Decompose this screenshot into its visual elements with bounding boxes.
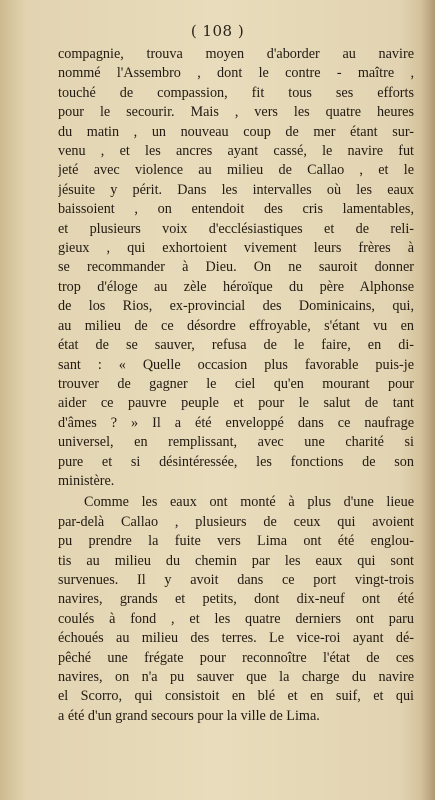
text-line: se recommander à Dieu. On ne sauroit donner	[58, 259, 414, 276]
text-line: Comme les eaux ont monté à plus d'une lieue	[84, 494, 414, 511]
text-line: navires, grands et petits, dont dix-neuf ont été	[58, 591, 414, 608]
text-line: pure et si désintéressée, les fonctions de son	[58, 453, 414, 470]
text-line: du matin , un nouveau coup de mer étant sur-	[58, 123, 414, 140]
page-edge-shadow	[421, 0, 435, 800]
text-line: el Scorro, qui consistoit en blé et en suif, et qui	[58, 688, 414, 705]
text-line: échoués au milieu des terres. Le vice-roi ayant dé-	[58, 630, 414, 647]
paragraph-1	[58, 45, 414, 491]
text-line: coulés à fond , et les quatre derniers ont paru	[58, 610, 414, 627]
text-line: état de se sauver, refusa de le faire, en di-	[58, 337, 414, 354]
text-line: au milieu de ce désordre effroyable, s'étant vu en	[58, 317, 414, 334]
text-line: pêché une frégate pour reconnoître l'état de ces	[58, 649, 414, 666]
text-line: de los Rios, ex-provincial des Dominicains, qui,	[58, 298, 414, 315]
text-line: et plusieurs voix d'ecclésiastiques et de reli-	[58, 220, 414, 237]
text-line: sant : « Quelle occasion plus favorable puis-je	[58, 356, 414, 373]
text-line: par-delà Callao , plusieurs de ceux qui avoient	[58, 513, 414, 530]
text-line: compagnie, trouva moyen d'aborder au navire	[58, 46, 414, 62]
text-line: venu , et les ancres ayant cassé, le navire fut	[58, 143, 414, 160]
text-line: pu prendre la fuite vers Lima ont été englou-	[58, 533, 414, 550]
text-line: jésuite y périt. Dans les intervalles où les eaux	[58, 181, 414, 198]
text-line: d'âmes ? » Il a été enveloppé dans ce naufrage	[58, 414, 414, 431]
text-line: universel, en remplissant, avec une charité si	[58, 434, 414, 451]
text-line: touché de compassion, fit tous ses efforts	[58, 84, 414, 101]
text-line: pour le secourir. Mais , vers les quatre heures	[58, 104, 414, 121]
text-line: baissoient , on entendoit des cris lamentables,	[58, 201, 414, 218]
text-line: jeté avec violence au milieu de Callao , et le	[58, 162, 414, 179]
text-line: ministère.	[58, 472, 115, 489]
text-line: gieux , qui exhortoient vivement leurs frères à	[58, 240, 414, 257]
text-line: tis au milieu du chemin par les eaux qui sont	[58, 552, 414, 569]
text-line: a été d'un grand secours pour la ville de Lima.	[58, 707, 320, 724]
paragraph-2	[58, 493, 414, 726]
text-line: trouver de gagner le ciel qu'en mourant pour	[58, 375, 414, 392]
page-number: ( 108 )	[190, 22, 245, 40]
text-line: navires, on n'a pu sauver que la charge du navire	[58, 669, 414, 685]
text-line: trop d'éloge au zèle héroïque du père Alphonse	[58, 278, 414, 295]
body-text	[58, 45, 414, 726]
text-line: aider ce pauvre peuple et pour le salut de tant	[58, 395, 414, 412]
text-line: survenues. Il y avoit dans ce port vingt-trois	[58, 571, 414, 588]
text-line: nommé l'Assembro , dont le contre - maître ,	[58, 65, 414, 82]
